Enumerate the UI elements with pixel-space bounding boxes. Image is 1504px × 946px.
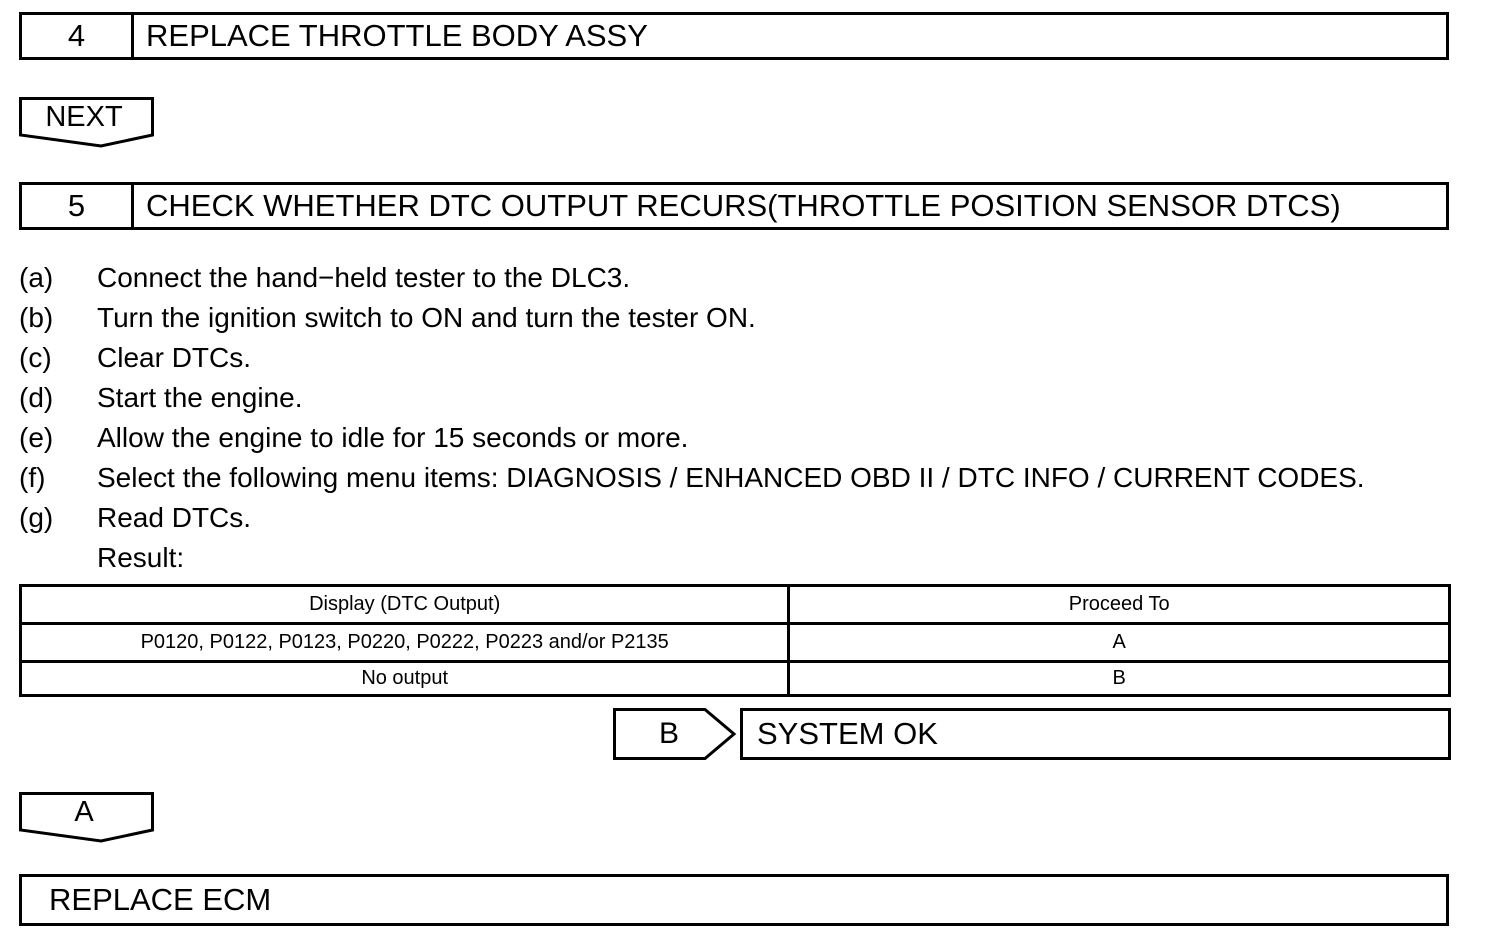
branch-a-arrow[interactable] xyxy=(19,792,155,844)
header-display: Display (DTC Output) xyxy=(21,586,789,624)
procedure-mark: (a) xyxy=(19,262,54,293)
step-4-number: 4 xyxy=(22,15,134,57)
step-4-header xyxy=(19,12,1449,60)
result-table xyxy=(19,584,1451,697)
replace-ecm-box: REPLACE ECM xyxy=(19,874,1449,926)
procedure-text: Start the engine. xyxy=(97,382,303,413)
procedure-text: Select the following menu items: DIAGNOSIS / ENHANCED OBD II / DTC INFO / CURRENT CODES. xyxy=(97,462,1365,493)
step-5-title: CHECK WHETHER DTC OUTPUT RECURS(THROTTLE POSITION SENSOR DTCS) xyxy=(146,188,1341,223)
procedure-text: Allow the engine to idle for 15 seconds or more. xyxy=(97,422,689,453)
procedure-mark: (g) xyxy=(19,502,54,533)
procedure-mark: (b) xyxy=(19,302,54,333)
procedure-text: Clear DTCs. xyxy=(97,342,252,373)
procedure-text: Connect the hand−held tester to the DLC3. xyxy=(97,262,631,293)
table-row xyxy=(21,624,1450,662)
branch-b-label: B xyxy=(658,717,679,750)
cell-proceed: A xyxy=(789,624,1450,662)
procedure-mark: (f) xyxy=(19,462,46,493)
step-5-number: 5 xyxy=(22,185,134,227)
cell-proceed: B xyxy=(789,662,1450,696)
procedure-mark: (d) xyxy=(19,382,54,413)
step-5-header xyxy=(19,182,1449,230)
table-row xyxy=(21,662,1450,696)
table-header-row xyxy=(21,586,1450,624)
system-ok-box: SYSTEM OK xyxy=(740,708,1451,760)
procedure-text: Turn the ignition switch to ON and turn the tester ON. xyxy=(97,302,756,333)
result-label: Result: xyxy=(97,542,185,573)
branch-a-label: A xyxy=(74,796,94,828)
cell-display: No output xyxy=(21,662,789,696)
next-label: NEXT xyxy=(45,101,123,133)
cell-display: P0120, P0122, P0123, P0220, P0222, P0223 and/or P2135 xyxy=(21,624,789,662)
procedure-mark: (e) xyxy=(19,422,54,453)
next-arrow[interactable] xyxy=(19,97,155,149)
step-4-title: REPLACE THROTTLE BODY ASSY xyxy=(146,18,648,53)
procedure-mark: (c) xyxy=(19,342,52,373)
branch-b-arrow[interactable] xyxy=(613,708,737,760)
header-proceed: Proceed To xyxy=(789,586,1450,624)
procedure-text: Read DTCs. xyxy=(97,502,252,533)
